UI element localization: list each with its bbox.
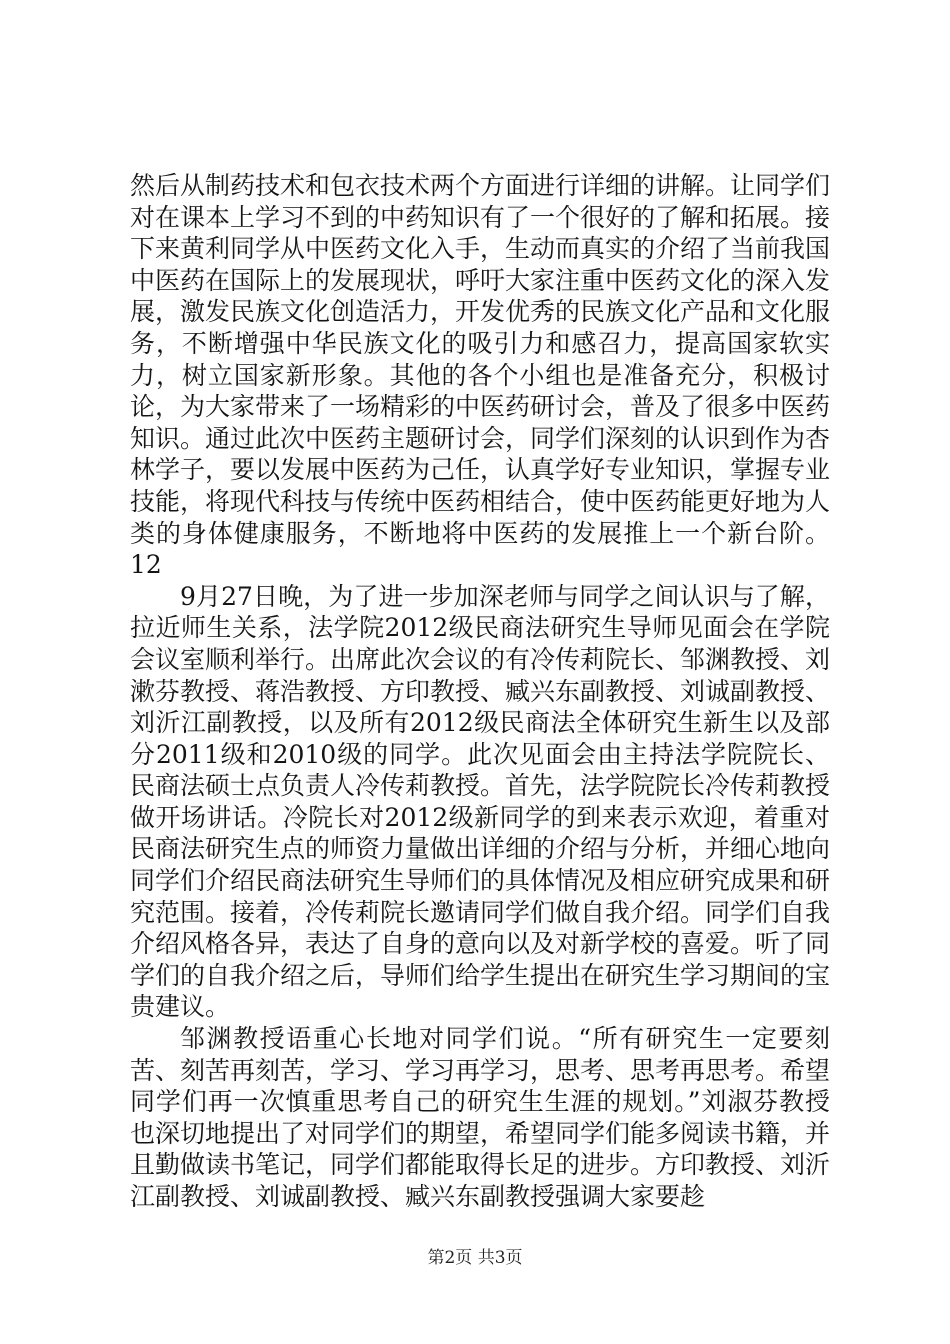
- paragraph-continuation: 然后从制药技术和包衣技术两个方面进行详细的讲解。让同学们对在课本上学习不到的中药知识有了一个很好的了解和拓展。接下来黄利同学从中医药文化入手，生动而真实的介绍了当前我国中医药在国际上的发展现状，呼吁大家注重中医药文化的深入发展，激发民族文化创造活力，开发优秀的民族文化产品和文化服务，不断增强中华民族文化的吸引力和感召力，提高国家软实力，树立国家新形象。其他的各个小组也是准备充分，积极讨论，为大家带来了一场精彩的中医药研讨会，普及了很多中医药知识。通过此次中医药主题研讨会，同学们深刻的认识到作为杏林学子，要以发展中医药为己任，认真学好专业知识，掌握专业技能，将现代科技与传统中医药相结合，使中医药能更好地为人类的身体健康服务，不断地将中医药的发展推上一个新台阶。12: [130, 171, 831, 580]
- paragraph-mentor-meeting: 9月27日晚，为了进一步加深老师与同学之间认识与了解，拉近师生关系，法学院2012级民商法研究生导师见面会在学院会议室顺利举行。出席此次会议的有冷传莉院长、邹渊教授、刘漱芬教授、蒋浩教授、方印教授、臧兴东副教授、刘诚副教授、刘沂江副教授，以及所有2012级民商法全体研究生新生以及部分2011级和2010级的同学。此次见面会由主持法学院院长、民商法硕士点负责人冷传莉教授。首先，法学院院长冷传莉教授做开场讲话。冷院长对2012级新同学的到来表示欢迎，着重对民商法研究生点的师资力量做出详细的介绍与分析，并细心地向同学们介绍民商法研究生导师们的具体情况及相应研究成果和研究范围。接着，冷传莉院长邀请同学们做自我介绍。同学们自我介绍风格各异，表达了自身的意向以及对新学校的喜爱。听了同学们的自我介绍之后，导师们给学生提出在研究生学习期间的宝贵建议。: [130, 581, 831, 1022]
- document-body: [130, 170, 830, 1213]
- page-number-footer: 第2页 共3页: [427, 1248, 523, 1268]
- paragraph-professor-remarks: 邹渊教授语重心长地对同学们说。“所有研究生一定要刻苦、刻苦再刻苦，学习、学习再学习，思考、思考再思考。希望同学们再一次慎重思考自己的研究生生涯的规划。”刘淑芬教授也深切地提出了对同学们的期望，希望同学们能多阅读书籍，并且勤做读书笔记，同学们都能取得长足的进步。方印教授、刘沂江副教授、刘诚副教授、臧兴东副教授强调大家要趁: [130, 1024, 831, 1211]
